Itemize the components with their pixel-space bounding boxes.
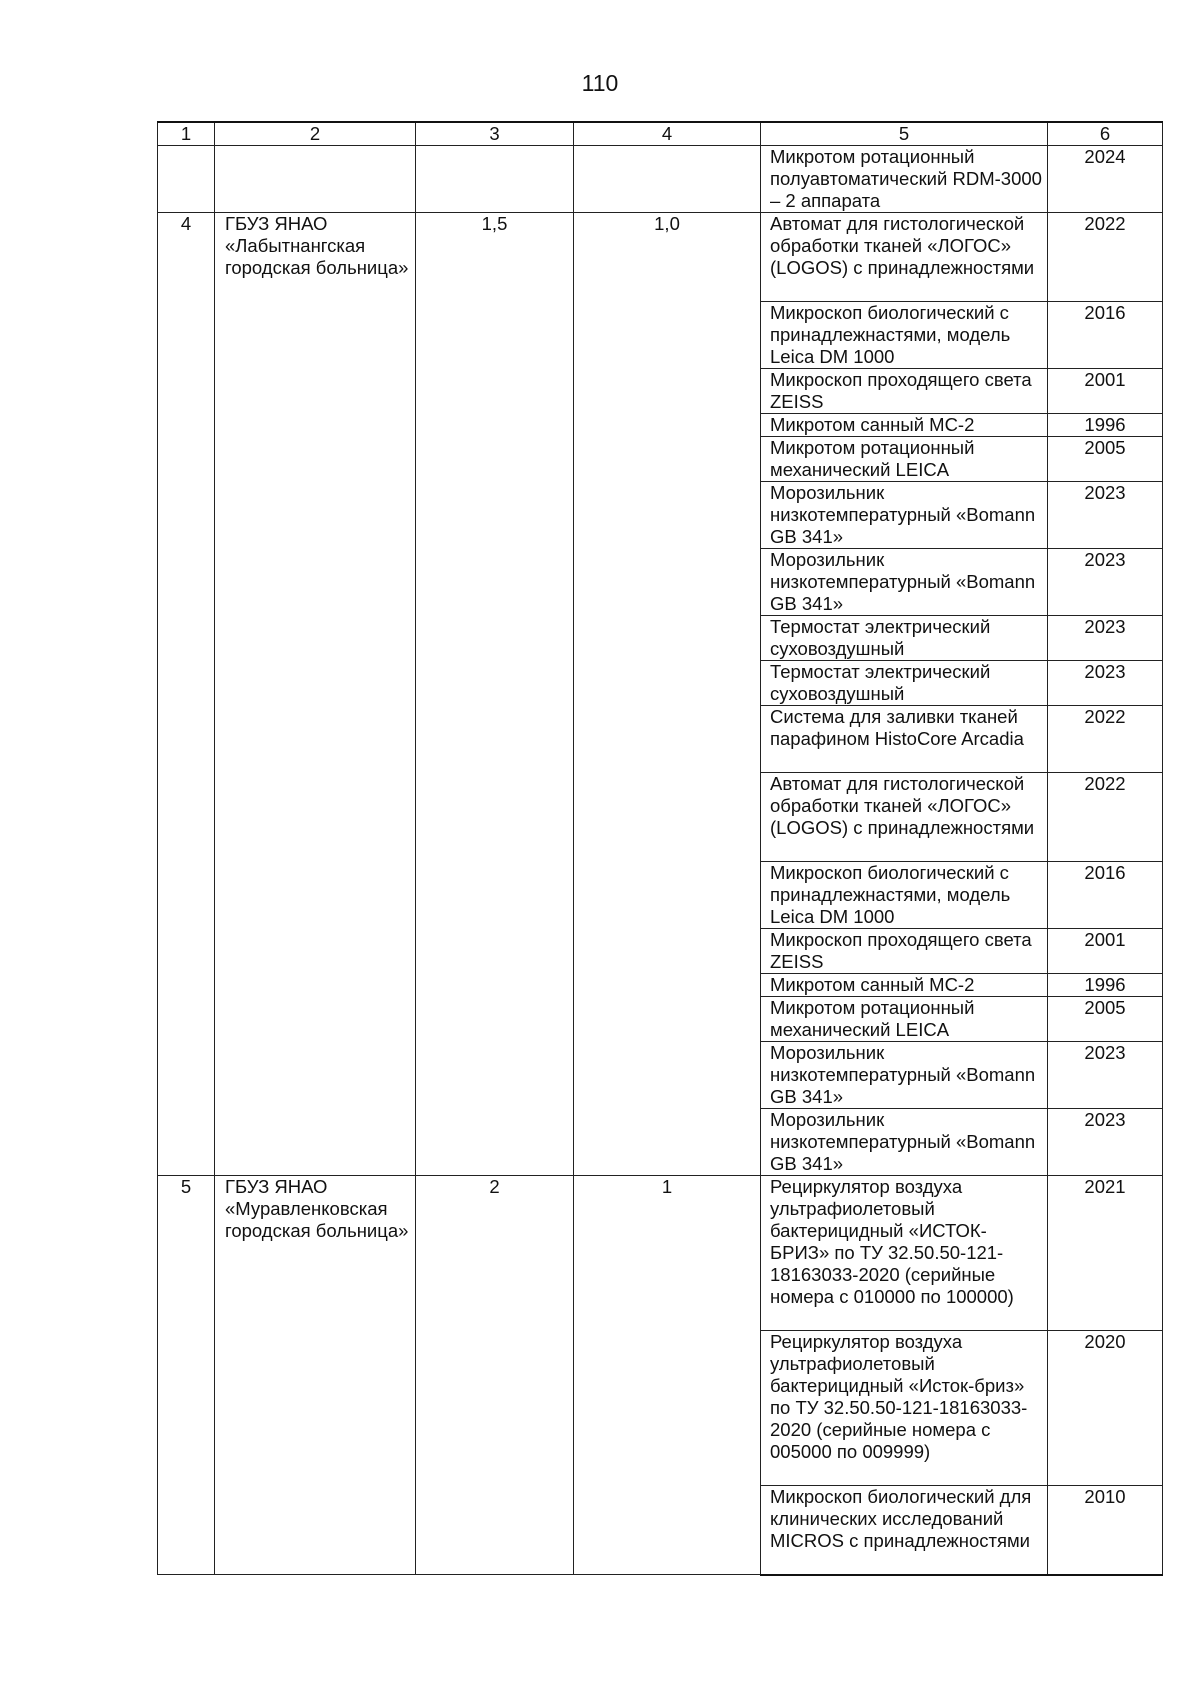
equipment-name: Морозильник низкотемпературный «Bomann GB 341» [761,482,1048,549]
equipment-year: 2023 [1048,549,1163,616]
equipment-year: 2016 [1048,862,1163,929]
equipment-name: Автомат для гистологической обработки тканей «ЛОГОС» (LOGOS) с принадлежностями [761,773,1048,862]
col-header: 3 [416,122,574,146]
row-number: 4 [158,213,215,1176]
equipment-year: 2023 [1048,616,1163,661]
equipment-name: Микротом ротационный механический LEICA [761,437,1048,482]
col4-value [574,146,761,213]
col3-value: 2 [416,1176,574,1575]
col-header: 5 [761,122,1048,146]
equipment-name: Микроскоп биологический с принадлежнастями, модель Leica DM 1000 [761,862,1048,929]
equipment-year: 2023 [1048,1042,1163,1109]
equipment-name: Система для заливки тканей парафином HistoCore Arcadia [761,706,1048,773]
equipment-year: 2023 [1048,661,1163,706]
equipment-year: 2022 [1048,213,1163,302]
equipment-year: 2010 [1048,1486,1163,1575]
equipment-name: Морозильник низкотемпературный «Bomann GB 341» [761,549,1048,616]
equipment-table [157,121,1163,1576]
equipment-name: Морозильник низкотемпературный «Bomann GB 341» [761,1109,1048,1176]
institution-name [215,146,416,213]
equipment-name: Микроскоп проходящего света ZEISS [761,369,1048,414]
equipment-year: 2022 [1048,773,1163,862]
equipment-name: Рециркулятор воздуха ультрафиолетовый бактерицидный «ИСТОК-БРИЗ» по ТУ 32.50.50-121-18163033-2020 (серийные номера с 010000 по 100000) [761,1176,1048,1331]
row-number: 5 [158,1176,215,1575]
col3-value: 1,5 [416,213,574,1176]
equipment-year: 2016 [1048,302,1163,369]
equipment-year: 2023 [1048,482,1163,549]
institution-name: ГБУЗ ЯНАО «Муравленковская городская больница» [215,1176,416,1575]
header-row [158,122,1163,146]
equipment-year: 2023 [1048,1109,1163,1176]
row-number [158,146,215,213]
equipment-name: Микротом ротационный полуавтоматический RDM-3000 – 2 аппарата [761,146,1048,213]
equipment-name: Морозильник низкотемпературный «Bomann GB 341» [761,1042,1048,1109]
equipment-name: Рециркулятор воздуха ультрафиолетовый бактерицидный «Исток-бриз» по ТУ 32.50.50-121-18163033-2020 (серийные номера с 005000 по 009999) [761,1331,1048,1486]
table-row [158,146,1163,213]
col4-value: 1 [574,1176,761,1575]
equipment-year: 2021 [1048,1176,1163,1331]
table-row [158,213,1163,302]
equipment-year: 2001 [1048,369,1163,414]
institution-name: ГБУЗ ЯНАО «Лабытнангская городская больница» [215,213,416,1176]
equipment-year: 2020 [1048,1331,1163,1486]
equipment-year: 2024 [1048,146,1163,213]
equipment-year: 1996 [1048,414,1163,437]
equipment-name: Автомат для гистологической обработки тканей «ЛОГОС» (LOGOS) с принадлежностями [761,213,1048,302]
col4-value: 1,0 [574,213,761,1176]
equipment-year: 2005 [1048,437,1163,482]
equipment-name: Микротом санный МС-2 [761,414,1048,437]
col-header: 6 [1048,122,1163,146]
equipment-name: Микроскоп проходящего света ZEISS [761,929,1048,974]
table-row [158,1176,1163,1331]
equipment-name: Микротом санный МС-2 [761,974,1048,997]
equipment-year: 2005 [1048,997,1163,1042]
equipment-year: 2001 [1048,929,1163,974]
equipment-name: Термостат электрический суховоздушный [761,616,1048,661]
col-header: 1 [158,122,215,146]
equipment-year: 2022 [1048,706,1163,773]
equipment-year: 1996 [1048,974,1163,997]
equipment-name: Микроскоп биологический с принадлежнастями, модель Leica DM 1000 [761,302,1048,369]
equipment-name: Микротом ротационный механический LEICA [761,997,1048,1042]
equipment-name: Микроскоп биологический для клинических исследований MICROS с принадлежностями [761,1486,1048,1575]
col3-value [416,146,574,213]
equipment-name: Термостат электрический суховоздушный [761,661,1048,706]
col-header: 2 [215,122,416,146]
page-number: 110 [581,70,619,96]
col-header: 4 [574,122,761,146]
